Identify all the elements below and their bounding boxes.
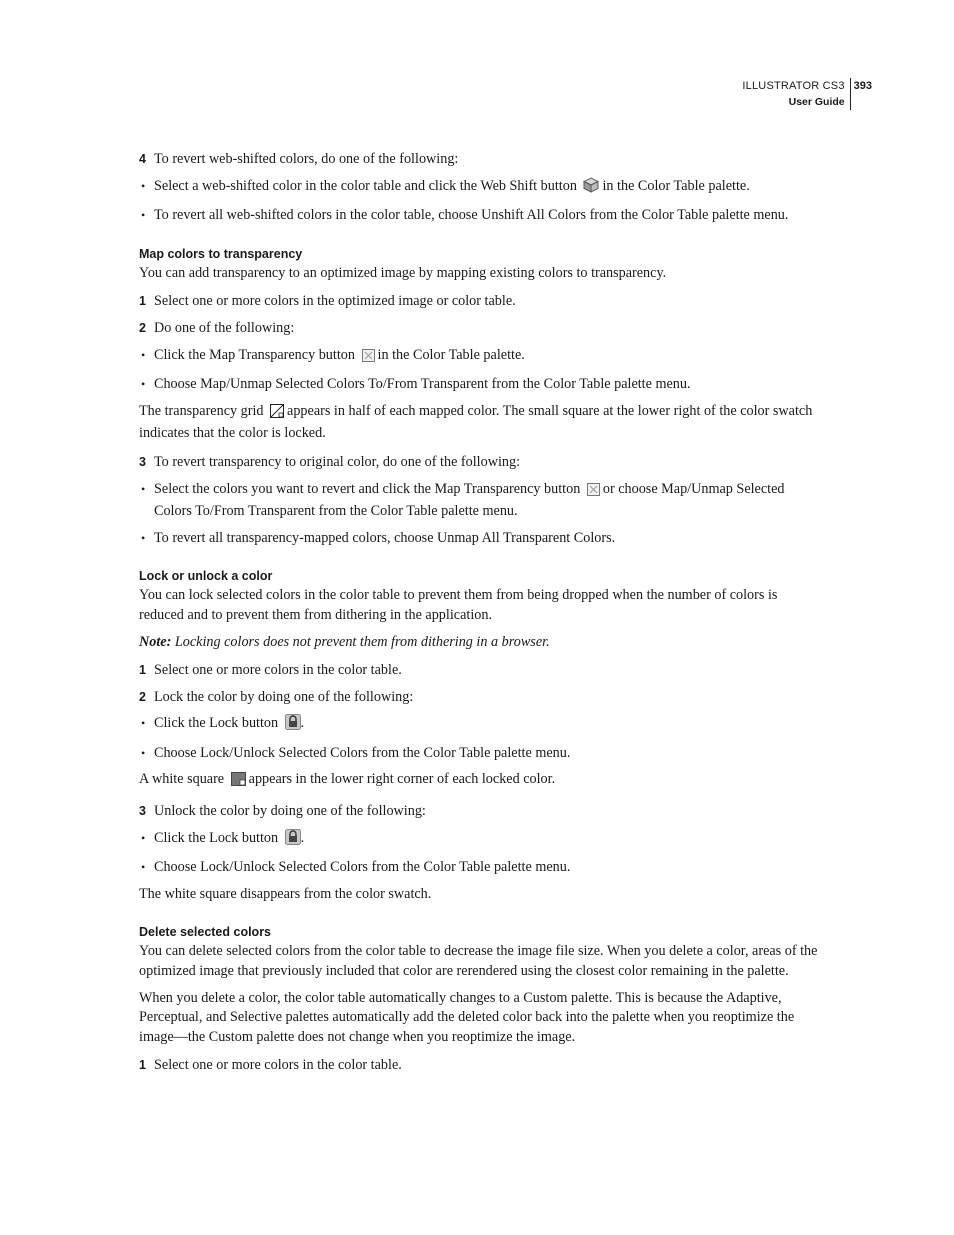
lock-icon	[285, 829, 301, 852]
guide-title: User Guide	[788, 96, 845, 108]
bullet-lock-button: • Click the Lock button .	[139, 714, 819, 737]
document-body	[139, 150, 819, 1076]
bullet-lock-menu: • Choose Lock/Unlock Selected Colors from the Color Table palette menu.	[139, 744, 819, 764]
page-header	[742, 78, 872, 110]
bullet-unlock-menu: • Choose Lock/Unlock Selected Colors from the Color Table palette menu.	[139, 858, 819, 878]
delete-para-2: When you delete a color, the color table automatically changes to a Custom palette. This is because the Adaptive, Perceptual, and Selective palettes automatically add the deleted color back into the palette when you reoptimize the image—the Custom palette does not change when you reoptimize the image.	[139, 989, 795, 1045]
lock-intro: You can lock selected colors in the color table to prevent them from being dropped when the number of colors is reduced and to prevent them from dithering in the application.	[139, 587, 778, 623]
lock-step-1: 1 Select one or more colors in the color table.	[139, 662, 402, 679]
map-step-2: 2 Do one of the following:	[139, 319, 295, 336]
bullet-web-shift: • Select a web-shifted color in the color table and click the Web Shift button in the Color Table palette.	[139, 177, 819, 200]
heading-delete-colors: Delete selected colors	[139, 925, 272, 940]
map-transparency-icon	[587, 483, 600, 503]
lock-outro: The white square disappears from the color swatch.	[139, 885, 432, 902]
step-4: 4 To revert web-shifted colors, do one of the following:	[139, 151, 459, 167]
lock-note: Note: Locking colors does not prevent them from dithering in a browser.	[139, 633, 550, 650]
header-divider	[850, 78, 851, 110]
heading-lock-color: Lock or unlock a color	[139, 569, 273, 584]
lock-icon	[285, 714, 301, 737]
map-transparency-icon	[362, 349, 375, 369]
white-square-para: A white square appears in the lower right corner of each locked color.	[139, 770, 819, 793]
map-step-3: 3 To revert transparency to original color, do one of the following:	[139, 453, 521, 470]
map-intro: You can add transparency to an optimized image by mapping existing colors to transparency.	[139, 264, 667, 281]
page-number: 393	[853, 80, 872, 92]
web-shift-cube-icon	[583, 177, 599, 200]
white-square-icon	[231, 772, 246, 793]
lock-step-3: 3 Unlock the color by doing one of the following:	[139, 803, 426, 820]
bullet-map-menu: • Choose Map/Unmap Selected Colors To/From Transparent from the Color Table palette menu.	[139, 375, 819, 395]
bullet-unmap-all: • To revert all transparency-mapped colors, choose Unmap All Transparent Colors.	[139, 529, 819, 549]
heading-map-transparency: Map colors to transparency	[139, 246, 303, 261]
map-step-1: 1 Select one or more colors in the optimized image or color table.	[139, 293, 516, 310]
delete-step-1: 1 Select one or more colors in the color table.	[139, 1057, 402, 1074]
bullet-map-button: • Click the Map Transparency button in the Color Table palette.	[139, 346, 819, 369]
transparency-grid-para: The transparency grid appears in half of each mapped color. The small square at the lower right of the color swatch indicates that the color is locked.	[139, 402, 813, 442]
lock-step-2: 2 Lock the color by doing one of the following:	[139, 688, 414, 705]
transparency-grid-icon	[270, 404, 284, 425]
delete-para-1: You can delete selected colors from the color table to decrease the image file size. When you delete a color, areas of the optimized image that previously included that color are rerendered using the closest color remaining in the palette.	[139, 943, 818, 980]
bullet-unshift-all: • To revert all web-shifted colors in the color table, choose Unshift All Colors from the Color Table palette menu.	[139, 206, 819, 226]
bullet-unlock-button: • Click the Lock button .	[139, 829, 819, 852]
bullet-revert-selected: • Select the colors you want to revert and click the Map Transparency button or choose Map/Unmap Selected Colors To/From Transparent from the Color Table palette menu.	[139, 480, 819, 522]
product-name: ILLUSTRATOR CS3	[742, 80, 845, 92]
